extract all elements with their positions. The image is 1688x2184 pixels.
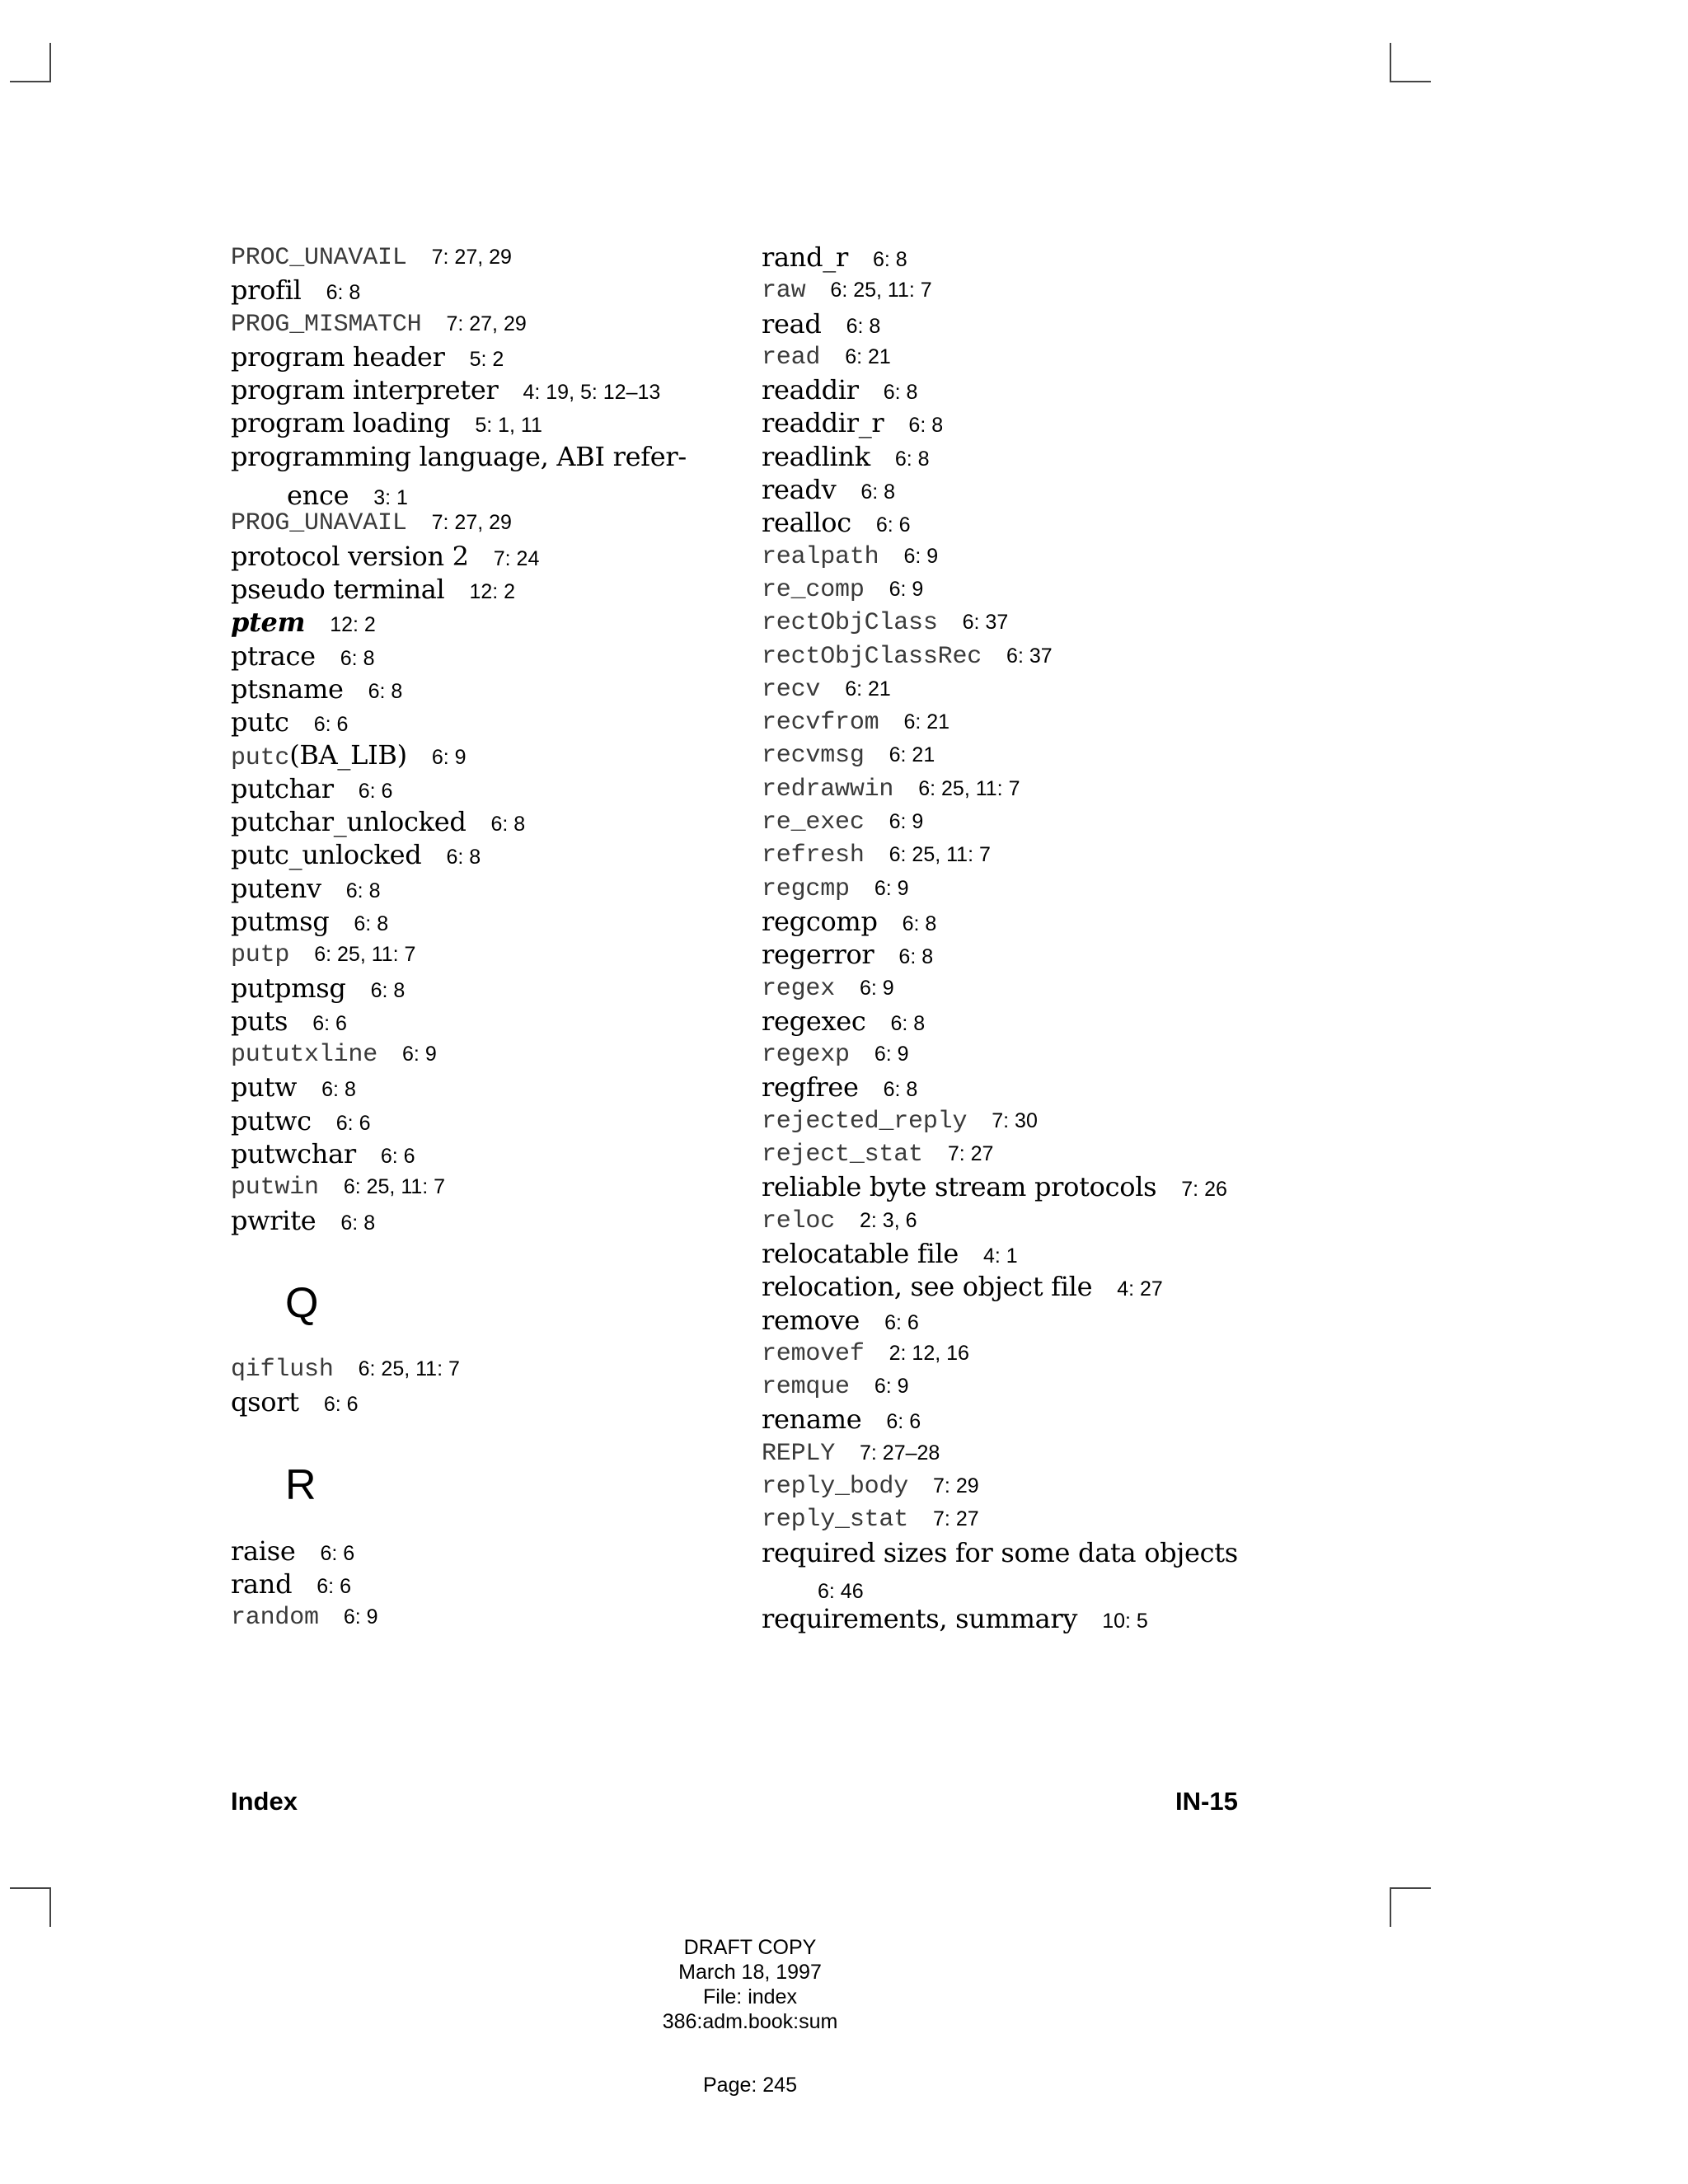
index-term: recvfrom [762, 709, 879, 738]
index-page-reference: 7: 24 [493, 546, 540, 570]
index-entry [762, 905, 1388, 938]
index-page-reference: 6: 6 [320, 1541, 355, 1565]
crop-mark-bottom-right-horizontal [1390, 1887, 1431, 1889]
index-term: regex [762, 974, 836, 1003]
index-page-reference: 6: 21 [889, 743, 935, 767]
index-page-reference: 6: 8 [860, 480, 896, 504]
index-term: PROC_UNAVAIL [231, 244, 407, 272]
index-entry [231, 307, 692, 340]
draft-copy-label: DRAFT COPY [683, 1936, 817, 1959]
index-page-reference: 6: 8 [368, 679, 403, 703]
index-entry [231, 705, 692, 738]
index-entries-q [231, 1352, 692, 1419]
index-entry [231, 373, 692, 406]
draft-copy-book: 386:adm.book:sum [662, 2010, 838, 2033]
index-page-reference: 6: 8 [883, 1078, 918, 1102]
index-entry [762, 1237, 1388, 1270]
index-page-reference: 6: 8 [321, 1078, 356, 1102]
index-entry [762, 1370, 1388, 1403]
index-entry [231, 274, 692, 307]
index-entries-p [231, 241, 692, 1237]
crop-mark-bottom-left-horizontal [10, 1887, 51, 1889]
index-page-reference: 6: 8 [883, 381, 918, 405]
index-term: program loading [231, 407, 451, 439]
index-page-reference: 2: 12, 16 [889, 1341, 969, 1365]
index-term: readlink [762, 440, 870, 472]
index-page-reference: 6: 8 [490, 813, 526, 837]
index-term: requirements, summary [762, 1603, 1078, 1635]
index-entry [762, 1170, 1388, 1203]
index-page-reference: 6: 9 [343, 1605, 378, 1629]
index-entry [762, 1536, 1388, 1603]
index-term: recv [762, 675, 821, 704]
crop-mark-top-right-horizontal [1390, 81, 1431, 82]
index-entry [762, 1304, 1388, 1337]
index-page-reference: 7: 26 [1181, 1178, 1227, 1202]
index-term: rejected_reply [762, 1107, 968, 1136]
index-term: rand_r [762, 241, 848, 273]
index-page-reference: 6: 21 [845, 344, 891, 368]
index-term: realpath [762, 542, 879, 571]
index-term: ptsname [231, 673, 344, 705]
index-term: readv [762, 474, 837, 506]
index-term: pwrite [231, 1204, 316, 1236]
index-page-reference: 6: 25, 11: 7 [830, 279, 932, 302]
index-term: rectObjClass [762, 609, 938, 638]
index-term: ptrace [231, 640, 316, 672]
index-entry [762, 640, 1388, 673]
index-page-reference: 6: 6 [884, 1310, 919, 1334]
index-term: readdir_r [762, 407, 884, 439]
draft-copy-block [577, 1935, 923, 2034]
index-page-reference: 6: 8 [872, 248, 907, 271]
index-page-reference: 6: 8 [354, 912, 389, 935]
index-page-reference: 6: 8 [908, 414, 944, 438]
index-entry [762, 1337, 1388, 1370]
index-page-reference: 6: 8 [894, 447, 930, 471]
index-page-reference: 6: 25, 11: 7 [889, 843, 991, 867]
index-page-reference: 6: 8 [898, 945, 934, 969]
index-term: putchar_unlocked [231, 806, 467, 838]
index-page-reference: 7: 29 [933, 1474, 979, 1497]
index-entry [762, 972, 1388, 1005]
index-term: pututxline [231, 1041, 378, 1070]
index-term: putp [231, 941, 290, 970]
index-entries-r [231, 1535, 692, 1634]
index-term: read [762, 343, 821, 372]
index-page-reference: 6: 46 [818, 1579, 864, 1603]
index-page-reference: 6: 6 [886, 1410, 921, 1434]
index-entry [231, 673, 692, 705]
index-term: re_comp [762, 575, 865, 604]
index-entry [231, 905, 692, 938]
index-page-reference: 6: 8 [340, 1211, 376, 1235]
index-term: protocol version 2 [231, 540, 469, 572]
index-entry [231, 1352, 692, 1385]
index-entry [231, 738, 692, 771]
index-page-reference: 4: 27 [1117, 1277, 1163, 1301]
crop-mark-bottom-left-vertical [49, 1887, 51, 1927]
index-entry [762, 1270, 1388, 1303]
index-term: remove [762, 1304, 860, 1336]
index-term: program header [231, 340, 445, 373]
draft-copy-file: File: index [703, 1985, 797, 2008]
index-entry [231, 1071, 692, 1104]
index-page-reference: 6: 8 [326, 281, 361, 305]
index-entry [762, 1436, 1388, 1469]
section-letter-r: R [285, 1460, 316, 1509]
index-entry [762, 1204, 1388, 1237]
index-entry [231, 1535, 692, 1568]
index-page-reference: 5: 2 [469, 347, 504, 371]
draft-copy-date: March 18, 1997 [678, 1961, 822, 1984]
index-page-reference: 3: 1 [373, 486, 408, 510]
index-page-reference: 7: 27, 29 [446, 312, 527, 335]
index-entry [231, 573, 692, 606]
index-entry [762, 1137, 1388, 1170]
index-page-reference: 6: 9 [874, 876, 909, 900]
index-page-reference: 6: 6 [313, 713, 349, 737]
index-entry [762, 274, 1388, 307]
index-page-reference: 6: 9 [431, 746, 467, 770]
index-term: regexp [762, 1041, 850, 1070]
index-page-reference: 6: 25, 11: 7 [918, 776, 1020, 800]
crop-mark-bottom-right-vertical [1390, 1887, 1391, 1927]
index-page-reference: 6: 9 [874, 1375, 909, 1399]
index-page-reference: 6: 25, 11: 7 [314, 943, 416, 967]
index-page-reference: 7: 27–28 [860, 1441, 940, 1465]
running-footer-title: Index [231, 1787, 298, 1816]
index-term: raise [231, 1535, 296, 1567]
index-page-reference: 6: 8 [902, 912, 937, 935]
index-term: reject_stat [762, 1141, 923, 1169]
index-entry [762, 1104, 1388, 1137]
index-entry [231, 1568, 692, 1601]
index-page-reference: 6: 25, 11: 7 [343, 1175, 446, 1199]
index-page-reference: 6: 9 [903, 544, 939, 568]
index-page-reference: 6: 8 [340, 646, 375, 670]
index-page-reference: 6: 8 [846, 314, 881, 338]
index-term: reloc [762, 1207, 836, 1235]
index-page-reference: 6: 8 [446, 846, 481, 869]
index-term: program interpreter [231, 374, 499, 406]
index-entry [762, 1005, 1388, 1038]
index-page-reference: 12: 2 [330, 613, 376, 637]
index-term: regerror [762, 939, 874, 971]
index-entry [231, 838, 692, 871]
index-term: qsort [231, 1386, 299, 1418]
index-entry [762, 340, 1388, 373]
index-term: remque [762, 1373, 850, 1402]
index-entry [762, 506, 1388, 539]
index-page-reference: 6: 6 [323, 1393, 359, 1417]
index-term: raw [762, 277, 806, 306]
index-term: regexec [762, 1005, 866, 1037]
index-entry [231, 1170, 692, 1203]
index-entry [762, 1038, 1388, 1071]
index-entry [231, 805, 692, 838]
running-footer-page-number: IN-15 [1175, 1787, 1238, 1816]
index-entry [762, 1502, 1388, 1535]
index-entry [762, 738, 1388, 771]
index-term: regcmp [762, 874, 850, 903]
index-page-reference: 7: 27 [933, 1507, 979, 1531]
index-page-reference: 6: 6 [358, 779, 393, 803]
index-page-reference: 5: 1, 11 [475, 414, 542, 438]
index-entry [231, 872, 692, 905]
index-term: regcomp [762, 905, 878, 937]
index-term: re_exec [762, 808, 865, 837]
index-entry [762, 1469, 1388, 1502]
index-entry [762, 307, 1388, 340]
index-page-reference: 6: 6 [316, 1574, 351, 1598]
index-term: PROG_MISMATCH [231, 310, 422, 339]
index-entry [231, 1204, 692, 1237]
index-entry [231, 772, 692, 805]
index-term: puts [231, 1005, 288, 1037]
index-entry [231, 1104, 692, 1137]
index-term: putchar [231, 772, 334, 804]
index-entry [762, 772, 1388, 805]
section-letter-q: Q [285, 1278, 319, 1327]
index-term: refresh [762, 841, 865, 870]
index-entry [231, 1385, 692, 1418]
index-entry [231, 1137, 692, 1170]
index-entry [762, 241, 1388, 274]
index-term: putwc [231, 1104, 312, 1137]
index-page-reference: 7: 27 [947, 1142, 994, 1166]
index-entry [762, 440, 1388, 473]
index-entry [231, 340, 692, 373]
index-entry [231, 972, 692, 1005]
crop-mark-top-left-vertical [49, 43, 51, 82]
index-term: putc [231, 706, 289, 738]
index-page-reference: 6: 21 [903, 710, 950, 734]
index-term: rectObjClassRec [762, 642, 982, 671]
index-term: putpmsg [231, 972, 346, 1004]
index-term: realloc [762, 507, 851, 539]
index-page-reference: 7: 30 [992, 1108, 1038, 1132]
index-page-reference: 7: 27, 29 [431, 511, 512, 535]
index-term: rand [231, 1568, 293, 1600]
index-term: read [762, 307, 822, 340]
index-entry [231, 606, 692, 639]
index-page-reference: 6: 8 [370, 978, 406, 1002]
index-entry [762, 805, 1388, 838]
index-term-continuation: ence [287, 480, 349, 512]
index-term: random [231, 1604, 319, 1633]
index-page-reference: 6: 8 [890, 1011, 926, 1035]
index-term: putenv [231, 872, 321, 904]
index-entry [762, 938, 1388, 971]
index-page-reference: 6: 37 [962, 611, 1009, 635]
index-entry [762, 1403, 1388, 1436]
index-page-reference: 6: 6 [312, 1011, 347, 1035]
index-term: recvmsg [762, 742, 865, 771]
index-term: relocatable file [762, 1237, 959, 1269]
index-right-column [762, 241, 1388, 1635]
index-page-reference: 6: 6 [380, 1145, 415, 1169]
index-page-reference: 6: 9 [860, 976, 894, 1000]
index-term: putc_unlocked [231, 839, 422, 871]
index-entry [231, 241, 692, 274]
index-term: relocation, see object file [762, 1271, 1093, 1303]
index-term: pseudo terminal [231, 573, 445, 605]
crop-mark-top-right-vertical [1390, 43, 1391, 82]
index-page-reference: 10: 5 [1102, 1610, 1148, 1633]
index-page-reference: 6: 25, 11: 7 [358, 1357, 460, 1380]
index-term: PROG_UNAVAIL [231, 509, 407, 538]
index-term: removef [762, 1339, 865, 1368]
index-page-reference: 6: 9 [402, 1043, 437, 1066]
index-entry [231, 1038, 692, 1071]
index-entry [762, 540, 1388, 573]
index-page-reference: 6: 21 [845, 677, 891, 701]
index-entry [231, 1601, 692, 1633]
index-entry [231, 440, 692, 512]
index-entry [762, 838, 1388, 871]
crop-mark-top-left-horizontal [10, 81, 51, 82]
index-entry [231, 938, 692, 971]
index-page-reference: 2: 3, 6 [860, 1208, 917, 1232]
index-term: REPLY [762, 1439, 836, 1468]
index-entry [231, 540, 692, 573]
index-page-reference: 6: 9 [874, 1043, 909, 1066]
index-page-reference: 7: 27, 29 [431, 246, 512, 269]
index-term: reply_body [762, 1472, 909, 1501]
index-term: regfree [762, 1071, 859, 1104]
draft-page-number: Page: 245 [703, 2074, 797, 2097]
index-entry [762, 1602, 1388, 1635]
index-entry [231, 640, 692, 673]
index-term: readdir [762, 374, 859, 406]
index-term: putc [231, 744, 290, 773]
index-entry [762, 705, 1388, 738]
index-term: putwin [231, 1174, 319, 1202]
index-term: required sizes for some data objects [762, 1536, 1238, 1568]
index-page-reference: 6: 8 [345, 879, 381, 902]
index-term: rename [762, 1404, 862, 1436]
index-term: qiflush [231, 1355, 334, 1384]
index-left-column [231, 241, 692, 1633]
index-page-reference: 4: 1 [982, 1244, 1018, 1268]
index-term: ptem [231, 607, 306, 639]
index-term-suffix: (BA_LIB) [289, 739, 407, 771]
index-term: redrawwin [762, 775, 894, 804]
index-entries-r-continued [762, 241, 1388, 1635]
index-page-reference: 6: 6 [335, 1111, 371, 1135]
index-entry [231, 506, 692, 539]
index-page-reference: 6: 6 [875, 513, 911, 537]
index-entry [762, 872, 1388, 905]
index-entry [231, 1005, 692, 1038]
index-term: putwchar [231, 1138, 356, 1170]
index-term: profil [231, 274, 302, 307]
index-entry [762, 673, 1388, 705]
index-page-reference: 4: 19, 5: 12–13 [523, 381, 661, 405]
index-entry [762, 373, 1388, 406]
index-page-reference: 6: 37 [1006, 644, 1053, 668]
index-entry [762, 406, 1388, 439]
index-term: reliable byte stream protocols [762, 1171, 1157, 1203]
index-entry [762, 573, 1388, 606]
index-term: putw [231, 1071, 298, 1104]
index-entry [762, 473, 1388, 506]
index-term: reply_stat [762, 1506, 909, 1535]
index-entry [231, 406, 692, 439]
index-page-reference: 6: 9 [889, 577, 924, 601]
index-term: programming language, ABI refer- [231, 440, 687, 472]
index-entry [762, 606, 1388, 639]
index-page-reference: 6: 9 [889, 810, 924, 834]
index-entry [762, 1071, 1388, 1104]
index-term: putmsg [231, 905, 330, 937]
index-page-reference: 12: 2 [469, 579, 516, 603]
